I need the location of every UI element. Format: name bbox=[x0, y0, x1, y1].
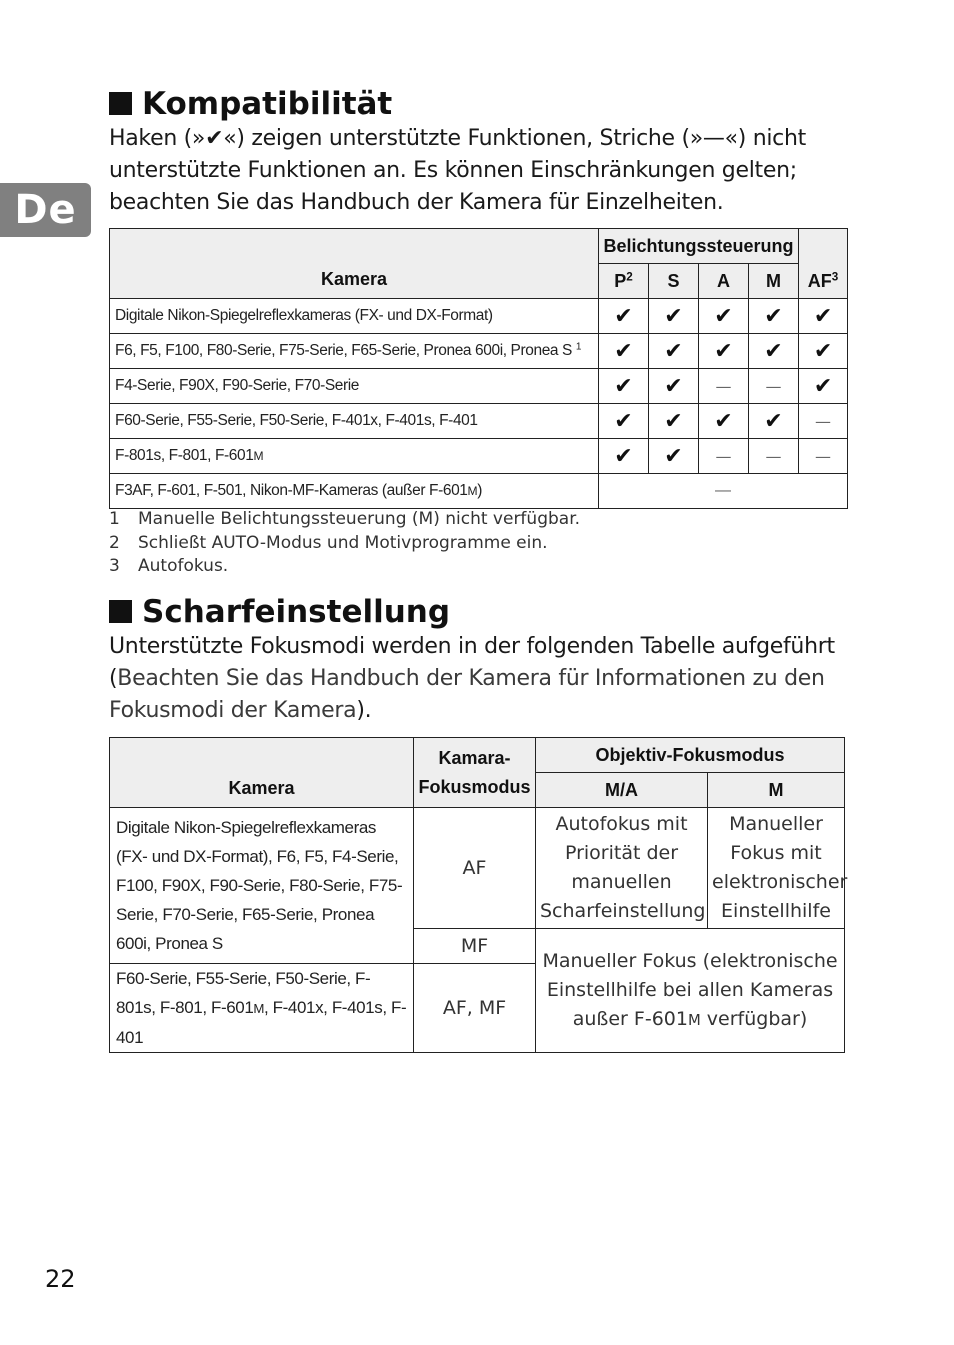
check-icon: ✔ bbox=[649, 334, 699, 369]
header-p-label: P bbox=[614, 270, 627, 291]
header-camera: Kamera bbox=[110, 738, 414, 808]
header-s: S bbox=[649, 264, 699, 299]
mode-cell: AF, MF bbox=[414, 964, 536, 1053]
camera-cell: F60-Serie, F55-Serie, F50-Serie, F-401x, F-401s, F-401 bbox=[110, 404, 599, 439]
section-square-icon bbox=[109, 92, 132, 115]
focus-intro-note: Beachten Sie das Handbuch der Kamera für Informationen zu den Fokusmodi der Kamera bbox=[109, 666, 825, 723]
dash-icon: — bbox=[699, 369, 749, 404]
merged-cell bbox=[536, 929, 845, 1053]
focus-intro-end: ). bbox=[356, 698, 372, 723]
language-tab: De bbox=[0, 183, 91, 237]
camera-cell bbox=[110, 964, 414, 1053]
dash-icon: — bbox=[749, 439, 799, 474]
header-exposure-control: Belichtungssteuerung bbox=[599, 229, 799, 264]
footnote-number: 1 bbox=[109, 509, 120, 529]
section-title-text: Kompatibilität bbox=[142, 86, 393, 122]
check-icon: ✔ bbox=[699, 404, 749, 439]
dash-icon: — bbox=[799, 404, 848, 439]
camera-suffix: M bbox=[253, 1001, 265, 1016]
compatibility-table bbox=[109, 228, 848, 509]
dash-icon: — bbox=[699, 439, 749, 474]
check-icon: ✔ bbox=[649, 439, 699, 474]
camera-label: F3AF, F-601, F-501, Nikon-MF-Kameras (außer F-601 bbox=[115, 482, 468, 499]
camera-suffix: M bbox=[467, 484, 478, 498]
camera-label: F60-Serie, F55-Serie, F50-Serie, F-801s, F-801, F-601 bbox=[116, 969, 371, 1017]
m-cell: Manueller Fokus mit elektronischer Einstellhilfe bbox=[708, 808, 845, 929]
check-icon: ✔ bbox=[649, 404, 699, 439]
header-p bbox=[599, 264, 649, 299]
merged-text-end: verfügbar) bbox=[700, 1007, 808, 1030]
check-icon: ✔ bbox=[699, 299, 749, 334]
check-icon: ✔ bbox=[699, 334, 749, 369]
focus-intro bbox=[109, 631, 849, 727]
camera-label: F6, F5, F100, F80-Serie, F75-Serie, F65-Serie, Pronea 600i, Pronea S bbox=[115, 342, 572, 359]
merged-suffix: M bbox=[687, 1011, 701, 1029]
footnotes bbox=[109, 508, 580, 579]
footnote-number: 2 bbox=[109, 532, 120, 553]
camera-cell: Digitale Nikon-Spiegelreflexkameras (FX- und DX-Format) bbox=[110, 299, 599, 334]
header-af bbox=[799, 229, 848, 299]
header-lens-focus-mode: Objektiv-Fokusmodus bbox=[536, 738, 845, 773]
header-camera-focus-mode: Kamara-Fokusmodus bbox=[414, 738, 536, 808]
mode-cell: AF bbox=[414, 808, 536, 929]
check-icon: ✔ bbox=[799, 299, 848, 334]
compat-intro: Haken (»✔«) zeigen unterstützte Funktionen, Striche (»—«) nicht unterstützte Funktionen an. Es können Einschränkungen gelten; beachten Sie das Handbuch der Kamera für Einzelheiten. bbox=[109, 126, 806, 215]
camera-label-end: ) bbox=[477, 482, 482, 499]
camera-cell bbox=[110, 474, 599, 509]
section-title-compatibility bbox=[109, 86, 392, 122]
header-p-footnote: 2 bbox=[626, 270, 633, 284]
header-ma: M/A bbox=[536, 773, 708, 808]
focus-table bbox=[109, 737, 848, 1053]
section-title-focus bbox=[109, 594, 450, 630]
header-camera: Kamera bbox=[110, 229, 599, 299]
table-row bbox=[110, 404, 848, 439]
table-row bbox=[110, 474, 848, 509]
check-icon: ✔ bbox=[599, 404, 649, 439]
camera-cell bbox=[110, 439, 599, 474]
page-number: 22 bbox=[45, 1265, 76, 1293]
check-icon: ✔ bbox=[649, 299, 699, 334]
header-m: M bbox=[749, 264, 799, 299]
camera-footnote: 1 bbox=[575, 341, 582, 353]
table-row bbox=[110, 334, 848, 369]
header-m: M bbox=[708, 773, 845, 808]
table-row bbox=[110, 369, 848, 404]
check-icon: ✔ bbox=[599, 299, 649, 334]
footnote bbox=[109, 508, 580, 532]
header-a: A bbox=[699, 264, 749, 299]
ma-cell: Autofokus mit Priorität der manuellen Scharfeinstellung bbox=[536, 808, 708, 929]
header-af-label: AF bbox=[807, 271, 832, 291]
camera-cell bbox=[110, 334, 599, 369]
check-icon: ✔ bbox=[799, 334, 848, 369]
dash-icon: — bbox=[749, 369, 799, 404]
section-title-text: Scharfeinstellung bbox=[142, 594, 451, 630]
check-icon: ✔ bbox=[599, 439, 649, 474]
footnote-text: Manuelle Belichtungssteuerung (M) nicht verfügbar. bbox=[138, 509, 581, 529]
dash-icon: — bbox=[799, 439, 848, 474]
camera-label: F-801s, F-801, F-601 bbox=[115, 447, 254, 464]
footnote bbox=[109, 555, 580, 579]
check-icon: ✔ bbox=[749, 299, 799, 334]
section-square-icon bbox=[109, 600, 132, 623]
check-icon: ✔ bbox=[749, 334, 799, 369]
check-icon: ✔ bbox=[599, 334, 649, 369]
check-icon: ✔ bbox=[799, 369, 848, 404]
footnote-text: Autofokus. bbox=[138, 556, 229, 576]
table-row bbox=[110, 808, 845, 929]
check-icon: ✔ bbox=[649, 369, 699, 404]
focus-intro-main: Unterstützte Fokusmodi werden in der folgenden Tabelle aufgeführt ( bbox=[109, 634, 835, 691]
camera-suffix: M bbox=[253, 449, 264, 463]
footnote-number: 3 bbox=[109, 556, 120, 576]
mode-cell: MF bbox=[414, 929, 536, 964]
table-row bbox=[110, 299, 848, 334]
check-icon: ✔ bbox=[749, 404, 799, 439]
camera-label-end: , F-401x, F-401s, F-401 bbox=[116, 998, 407, 1047]
header-af-footnote: 3 bbox=[831, 270, 839, 284]
check-icon: ✔ bbox=[599, 369, 649, 404]
table-row bbox=[110, 439, 848, 474]
footnote bbox=[109, 532, 580, 556]
merged-text: Manueller Fokus (elektronische Einstellhilfe bei allen Kameras außer F-601 bbox=[542, 949, 838, 1030]
footnote-text: Schließt AUTO-Modus und Motivprogramme ein. bbox=[138, 532, 548, 553]
dash-icon: — bbox=[599, 474, 848, 509]
camera-cell: F4-Serie, F90X, F90-Serie, F70-Serie bbox=[110, 369, 599, 404]
camera-cell: Digitale Nikon-Spiegelreflexkameras (FX- und DX-Format), F6, F5, F4-Serie, F100, F90X, F90-Serie, F80-Serie, F75-Serie, F70-Serie, F65-Serie, Pronea 600i, Pronea S bbox=[110, 808, 414, 964]
